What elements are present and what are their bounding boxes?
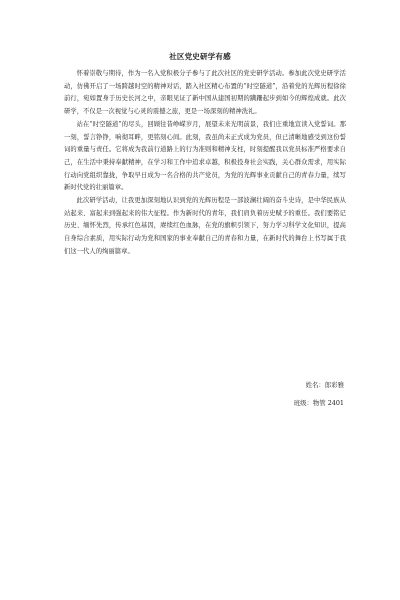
signature-block: [294, 376, 344, 412]
paragraph-2: 站在“时空隧道”的尽头，回顾往昔峥嵘岁月，展望未来光明前景，我们庄重地宣读入党誓词。那一刻，誓言铮铮，响彻耳畔，更铭刻心间。此刻，我虽尚未正式成为党员，但已清晰地感受到这份誓词的重量与责任。它将成为我前行道路上的行为准则和精神支柱，时刻提醒我以党员标准严格要求自己，在生活中秉持奉献精神，在学习和工作中追求卓越，积极投身社会实践，关心群众需求，用实际行动向党组织靠拢，争取早日成为一名合格的共产党员，为党的光辉事业贡献自己的青春力量，续写新时代党的壮丽篇章。: [64, 120, 346, 192]
author-name: 姓名：郎彩雅: [305, 381, 344, 389]
paragraph-1: 怀着崇敬与期待，作为一名入党积极分子参与了此次社区的党史研学活动。参加此次党史研学活动，仿佛开启了一场跨越时空的精神对话，踏入社区精心布置的“时空隧道”，沿着党的光辉历程徐徐前行，宛如置身于历史长河之中，亲眼见证了新中国从建国初期的蹒跚起步到如今的辉煌成就。此次研学，不仅是一次视觉与心灵的震撼之旅，更是一场深刻的精神洗礼。: [64, 70, 346, 116]
paragraph-3: 此次研学活动，让我更加深刻地认识到党的光辉历程是一部波澜壮阔的奋斗史诗，是中华民族从站起来、富起来到强起来的伟大征程。作为新时代的青年，我们肩负着历史赋予的重任。我们要铭记历史、缅怀先烈，传承红色基因，赓续红色血脉，在党的旗帜引领下，努力学习科学文化知识，提高自身综合素质，用实际行动为党和国家的事业奉献自己的青春和力量，在新时代的舞台上书写属于我们这一代人的绚丽篇章。: [64, 197, 346, 255]
author-class: 班级：物管 2401: [293, 399, 344, 407]
document-title: 社区党史研学有感: [169, 52, 231, 61]
document-body: [64, 68, 346, 259]
